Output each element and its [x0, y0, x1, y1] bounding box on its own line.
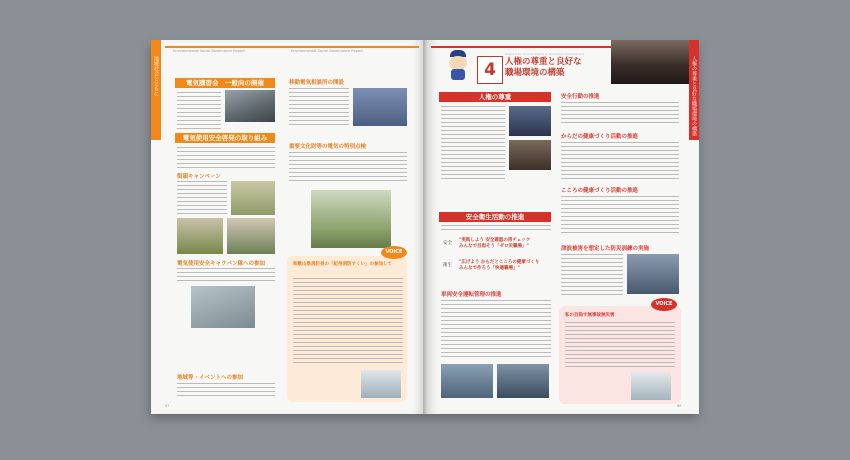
right-page	[425, 40, 699, 414]
photo-campaign-3	[227, 218, 275, 254]
sidebar-tab: 人権の尊重と良好な職場環境の構築	[689, 40, 699, 140]
left-page	[151, 40, 425, 414]
text-block	[561, 254, 623, 296]
health-label: 衛生	[443, 263, 452, 268]
voice-badge: VOICE	[381, 246, 407, 259]
photo-vehicle-2	[497, 364, 549, 398]
page-number: 67	[165, 404, 170, 408]
chapter-title: 人権の尊重と良好な 職場環境の構築	[505, 57, 582, 78]
photo-campaign-1	[231, 181, 275, 215]
photo-consultation	[353, 88, 407, 126]
subheading: 車両安全運転管理の推進	[441, 292, 502, 298]
spine	[423, 40, 427, 414]
section-header: 電気講習会 一般向の開催	[175, 78, 275, 88]
text-block	[177, 147, 275, 169]
subheading: こころの健康づくり活動の推進	[561, 188, 639, 194]
page-number: 68	[677, 404, 682, 408]
portrait	[631, 372, 671, 400]
subheading: 地域等・イベントへの参加	[177, 375, 244, 381]
text-block	[289, 88, 349, 128]
text-block	[561, 102, 679, 124]
photo-header	[611, 40, 689, 84]
sidebar-tab: 地域社会とともに	[151, 40, 161, 140]
voice-text	[293, 278, 403, 366]
chapter-number: 4	[477, 56, 503, 84]
photo-inspection	[311, 190, 391, 248]
subheading: 安全行動の推進	[561, 94, 600, 100]
health-slogan: "広げよう からだとこころの健康づくり みんなで作ろう「快適職場」"	[459, 260, 540, 271]
section-header: 人権の尊重	[439, 92, 551, 102]
text-block	[441, 106, 505, 180]
subheading: 電気使用安全キャラバン隊への参加	[177, 261, 266, 267]
subheading: からだの健康づくり活動の推進	[561, 134, 639, 140]
photo-vehicle-1	[441, 364, 493, 398]
subheading: 重要文化財等の電気の特別点検	[289, 144, 367, 150]
photo-caravan	[191, 286, 255, 328]
section-header: 電気使用安全啓発の取り組み	[175, 133, 275, 143]
section-header: 安全衛生活動の推進	[439, 212, 551, 222]
voice-title: 和歌山県消防長の「紀州消防すくい」の参加して	[293, 262, 392, 267]
photo-campaign-2	[177, 218, 223, 254]
text-block	[177, 92, 221, 130]
text-block	[289, 152, 407, 182]
safety-label: 安全	[443, 241, 452, 246]
subheading: 街頭キャンペーン	[177, 174, 221, 180]
voice-badge: VOICE	[651, 298, 677, 311]
text-block	[177, 268, 275, 282]
mascot-icon	[447, 50, 469, 80]
text-block	[177, 383, 275, 397]
text-block	[177, 181, 227, 215]
chapter-english: Respect for Human Rights & Workplace Environment	[505, 52, 585, 56]
running-header: Environmental Social Governance Report	[173, 49, 245, 53]
subheading: 移動電気相談所の開設	[289, 80, 345, 86]
subheading: 津波被害を想定した防災訓練の実施	[561, 246, 650, 252]
text-block	[441, 300, 551, 360]
running-header-2: Environmental Social Governance Report	[291, 49, 363, 53]
text-block	[441, 225, 551, 233]
photo-drill	[627, 254, 679, 294]
photo-lecture	[225, 90, 275, 122]
text-block	[561, 196, 679, 236]
photo-training-1	[509, 106, 551, 136]
voice-text	[565, 322, 675, 368]
portrait	[361, 370, 401, 398]
voice-title: 私の目指す無事故無災害	[565, 313, 615, 318]
text-block	[561, 142, 679, 180]
photo-training-2	[509, 140, 551, 170]
header-rule	[165, 46, 419, 48]
safety-slogan: "実践しよう 安全確認の再チェック みんなで目指そう「ゼロ災職場」"	[459, 238, 531, 249]
